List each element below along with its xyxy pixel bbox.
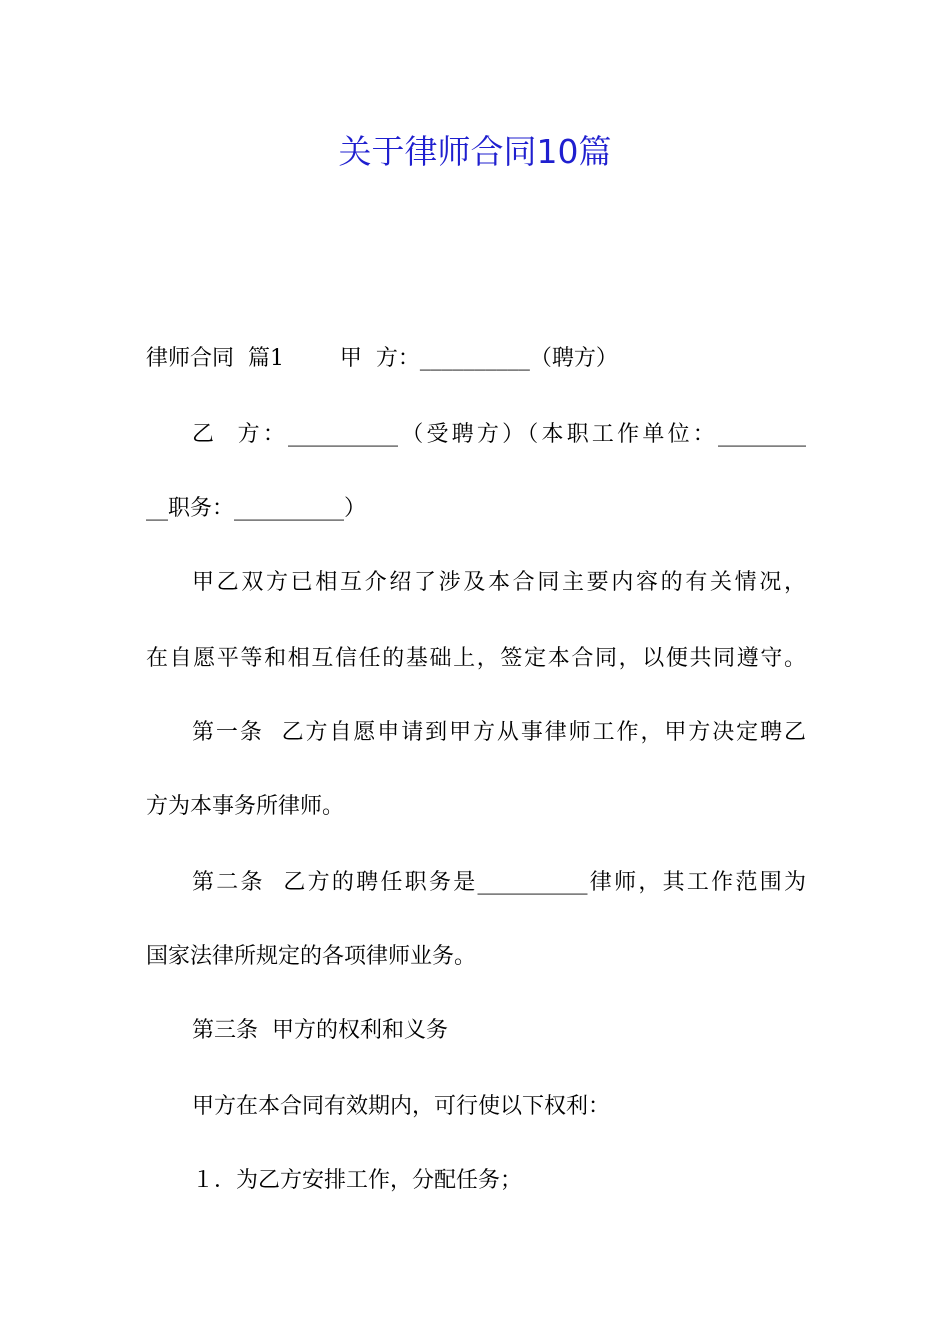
- paragraph-line: 律师合同 篇1 甲 方：__________（聘方）: [146, 346, 618, 371]
- paragraph-line: 甲方在本合同有效期内，可行使以下权利：: [192, 1094, 611, 1119]
- list-item: １．为乙方安排工作，分配任务；: [192, 1168, 523, 1193]
- paragraph-line: 第二条 乙方的聘任职务是__________律师，其工作范围为: [192, 870, 806, 895]
- paragraph-line: 第三条 甲方的权利和义务: [192, 1018, 448, 1043]
- paragraph-line: 在自愿平等和相互信任的基础上，签定本合同，以便共同遵守。: [146, 646, 806, 671]
- document-title: 关于律师合同10篇: [338, 132, 612, 171]
- paragraph-line: 甲乙双方已相互介绍了涉及本合同主要内容的有关情况，: [192, 570, 806, 595]
- paragraph-line: __职务：__________）: [146, 496, 367, 521]
- paragraph-line: 第一条 乙方自愿申请到甲方从事律师工作，甲方决定聘乙: [192, 720, 806, 745]
- paragraph-line: 方为本事务所律师。: [146, 794, 345, 819]
- paragraph-line: 国家法律所规定的各项律师业务。: [146, 944, 477, 969]
- paragraph-line: 乙 方：__________（受聘方）（本职工作单位：________: [192, 422, 806, 447]
